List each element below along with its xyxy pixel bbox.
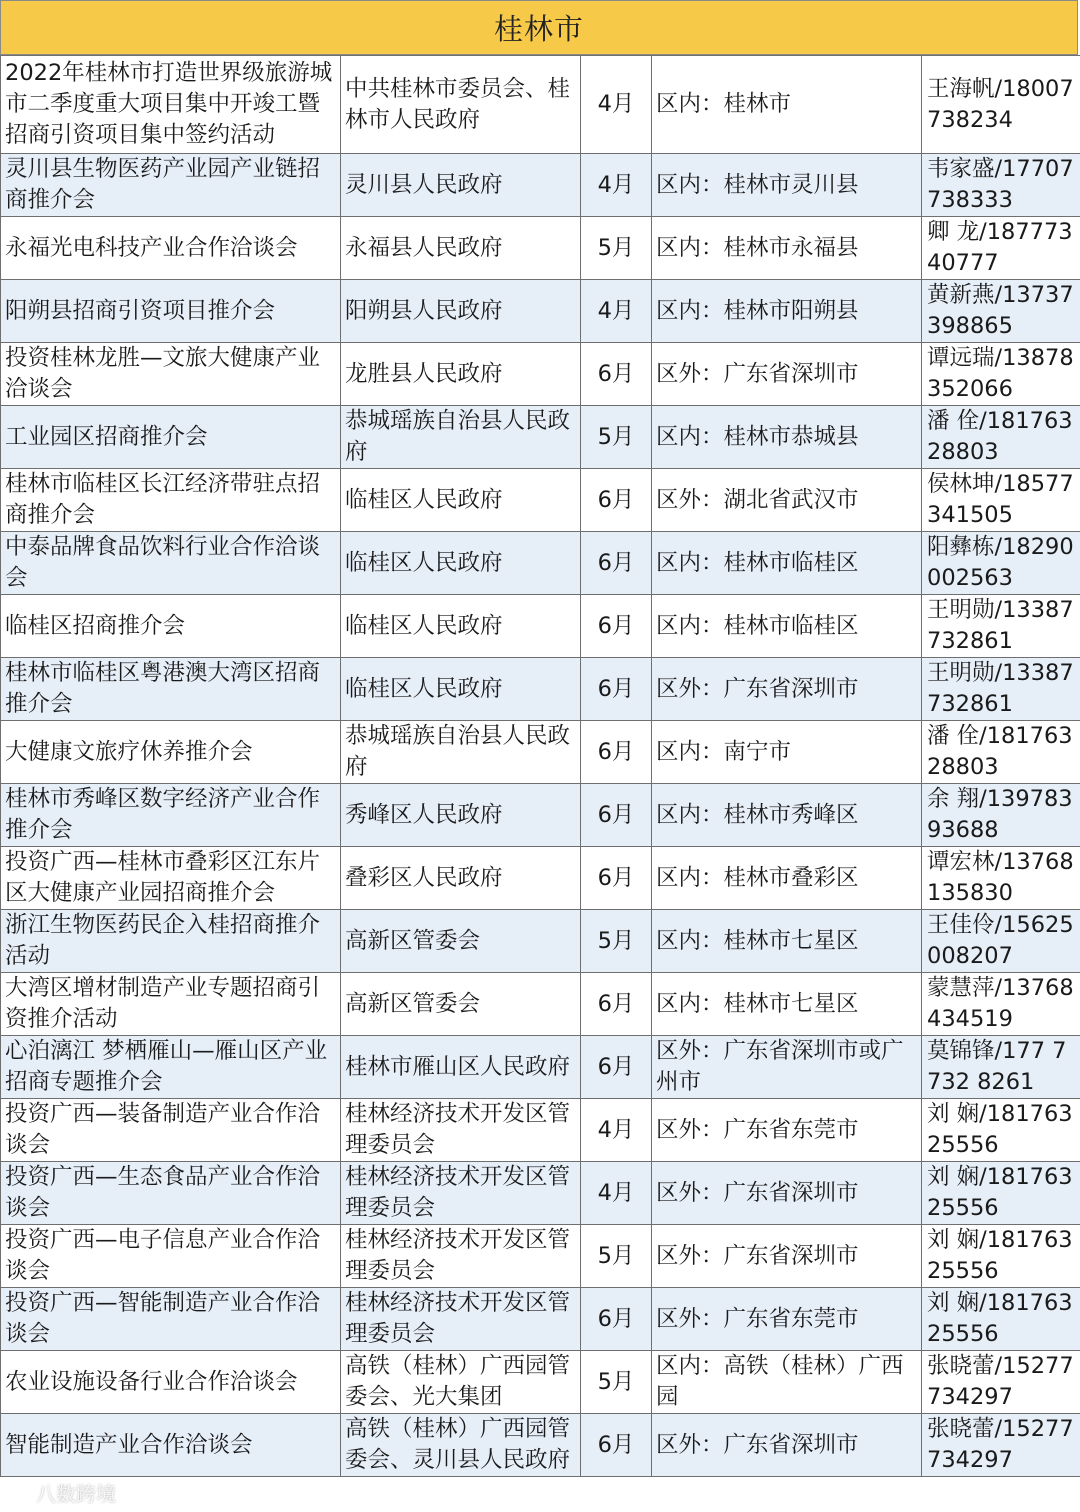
month-cell: 4月 xyxy=(581,56,652,154)
location-cell: 区内：桂林市阳朔县 xyxy=(652,280,922,343)
contact-cell: 卿 龙/18777340777 xyxy=(922,217,1080,280)
contact-cell: 王明勋/13387732861 xyxy=(922,595,1080,658)
contact-cell: 阳彝栋/18290002563 xyxy=(922,532,1080,595)
organizer-cell: 桂林经济技术开发区管理委员会 xyxy=(341,1099,581,1162)
contact-cell: 谭宏林/13768135830 xyxy=(922,847,1080,910)
organizer-cell: 永福县人民政府 xyxy=(341,217,581,280)
contact-cell: 刘 娴/18176325556 xyxy=(922,1162,1080,1225)
project-cell: 心泊漓江 梦栖雁山—雁山区产业招商专题推介会 xyxy=(1,1036,341,1099)
table-row xyxy=(1,784,1080,847)
month-cell: 5月 xyxy=(581,910,652,973)
contact-cell: 潘 佺/18176328803 xyxy=(922,406,1080,469)
location-cell: 区内：高铁（桂林）广西园 xyxy=(652,1351,922,1414)
project-cell: 临桂区招商推介会 xyxy=(1,595,341,658)
project-cell: 投资广西—智能制造产业合作洽谈会 xyxy=(1,1288,341,1351)
contact-cell: 莫锦锋/177 7732 8261 xyxy=(922,1036,1080,1099)
month-cell: 6月 xyxy=(581,469,652,532)
organizer-cell: 恭城瑶族自治县人民政府 xyxy=(341,406,581,469)
table-row xyxy=(1,406,1080,469)
month-cell: 6月 xyxy=(581,595,652,658)
month-cell: 6月 xyxy=(581,343,652,406)
project-cell: 桂林市秀峰区数字经济产业合作推介会 xyxy=(1,784,341,847)
location-cell: 区内：桂林市临桂区 xyxy=(652,595,922,658)
organizer-cell: 阳朔县人民政府 xyxy=(341,280,581,343)
organizer-cell: 桂林市雁山区人民政府 xyxy=(341,1036,581,1099)
table-row xyxy=(1,280,1080,343)
location-cell: 区内：南宁市 xyxy=(652,721,922,784)
organizer-cell: 秀峰区人民政府 xyxy=(341,784,581,847)
project-cell: 工业园区招商推介会 xyxy=(1,406,341,469)
organizer-cell: 灵川县人民政府 xyxy=(341,154,581,217)
watermark xyxy=(10,1478,116,1507)
month-cell: 6月 xyxy=(581,1036,652,1099)
organizer-cell: 叠彩区人民政府 xyxy=(341,847,581,910)
project-cell: 浙江生物医药民企入桂招商推介活动 xyxy=(1,910,341,973)
organizer-cell: 桂林经济技术开发区管理委员会 xyxy=(341,1288,581,1351)
project-cell: 大健康文旅疗休养推介会 xyxy=(1,721,341,784)
location-cell: 区内：桂林市临桂区 xyxy=(652,532,922,595)
organizer-cell: 临桂区人民政府 xyxy=(341,595,581,658)
organizer-cell: 高铁（桂林）广西园管委会、光大集团 xyxy=(341,1351,581,1414)
table-row xyxy=(1,595,1080,658)
organizer-cell: 临桂区人民政府 xyxy=(341,658,581,721)
location-cell: 区内：桂林市秀峰区 xyxy=(652,784,922,847)
location-cell: 区外：广东省东莞市 xyxy=(652,1099,922,1162)
table-row xyxy=(1,1288,1080,1351)
contact-cell: 刘 娴/18176325556 xyxy=(922,1099,1080,1162)
contact-cell: 王佳伶/15625008207 xyxy=(922,910,1080,973)
location-cell: 区外：广东省深圳市或广州市 xyxy=(652,1036,922,1099)
organizer-cell: 临桂区人民政府 xyxy=(341,469,581,532)
location-cell: 区外：广东省深圳市 xyxy=(652,658,922,721)
month-cell: 4月 xyxy=(581,1099,652,1162)
month-cell: 5月 xyxy=(581,217,652,280)
organizer-cell: 龙胜县人民政府 xyxy=(341,343,581,406)
project-cell: 阳朔县招商引资项目推介会 xyxy=(1,280,341,343)
month-cell: 6月 xyxy=(581,1288,652,1351)
organizer-cell: 临桂区人民政府 xyxy=(341,532,581,595)
month-cell: 5月 xyxy=(581,1225,652,1288)
events-table xyxy=(0,55,1080,1477)
project-cell: 中泰品牌食品饮料行业合作洽谈会 xyxy=(1,532,341,595)
organizer-cell: 恭城瑶族自治县人民政府 xyxy=(341,721,581,784)
month-cell: 4月 xyxy=(581,280,652,343)
month-cell: 4月 xyxy=(581,154,652,217)
contact-cell: 张晓蕾/15277734297 xyxy=(922,1414,1080,1477)
contact-cell: 蒙慧萍/13768434519 xyxy=(922,973,1080,1036)
project-cell: 桂林市临桂区长江经济带驻点招商推介会 xyxy=(1,469,341,532)
project-cell: 灵川县生物医药产业园产业链招商推介会 xyxy=(1,154,341,217)
contact-cell: 余 翔/13978393688 xyxy=(922,784,1080,847)
table-row xyxy=(1,973,1080,1036)
events-table-body xyxy=(1,56,1080,1477)
organizer-cell: 高新区管委会 xyxy=(341,910,581,973)
contact-cell: 王海帆/18007738234 xyxy=(922,56,1080,154)
project-cell: 桂林市临桂区粤港澳大湾区招商推介会 xyxy=(1,658,341,721)
location-cell: 区内：桂林市灵川县 xyxy=(652,154,922,217)
contact-cell: 谭远瑞/13878352066 xyxy=(922,343,1080,406)
location-cell: 区外：广东省深圳市 xyxy=(652,1225,922,1288)
project-cell: 2022年桂林市打造世界级旅游城市二季度重大项目集中开竣工暨招商引资项目集中签约活动 xyxy=(1,56,341,154)
location-cell: 区内：桂林市叠彩区 xyxy=(652,847,922,910)
location-cell: 区内：桂林市永福县 xyxy=(652,217,922,280)
contact-cell: 张晓蕾/15277734297 xyxy=(922,1351,1080,1414)
organizer-cell: 中共桂林市委员会、桂林市人民政府 xyxy=(341,56,581,154)
table-row xyxy=(1,1351,1080,1414)
watermark-logo-icon xyxy=(10,1486,30,1506)
project-cell: 投资广西—桂林市叠彩区江东片区大健康产业园招商推介会 xyxy=(1,847,341,910)
watermark-text: 八数跨境 xyxy=(36,1482,116,1506)
table-row xyxy=(1,1099,1080,1162)
table-row xyxy=(1,1414,1080,1477)
month-cell: 6月 xyxy=(581,973,652,1036)
table-row xyxy=(1,217,1080,280)
project-cell: 投资广西—生态食品产业合作洽谈会 xyxy=(1,1162,341,1225)
contact-cell: 王明勋/13387732861 xyxy=(922,658,1080,721)
location-cell: 区内：桂林市 xyxy=(652,56,922,154)
location-cell: 区外：广东省深圳市 xyxy=(652,343,922,406)
table-row xyxy=(1,910,1080,973)
organizer-cell: 桂林经济技术开发区管理委员会 xyxy=(341,1162,581,1225)
contact-cell: 刘 娴/18176325556 xyxy=(922,1288,1080,1351)
month-cell: 6月 xyxy=(581,532,652,595)
location-cell: 区内：桂林市七星区 xyxy=(652,910,922,973)
table-row xyxy=(1,154,1080,217)
table-row xyxy=(1,847,1080,910)
project-cell: 智能制造产业合作洽谈会 xyxy=(1,1414,341,1477)
table-row xyxy=(1,469,1080,532)
project-cell: 投资广西—装备制造产业合作洽谈会 xyxy=(1,1099,341,1162)
month-cell: 6月 xyxy=(581,784,652,847)
project-cell: 农业设施设备行业合作洽谈会 xyxy=(1,1351,341,1414)
location-cell: 区外：广东省深圳市 xyxy=(652,1162,922,1225)
table-row xyxy=(1,1162,1080,1225)
month-cell: 4月 xyxy=(581,1162,652,1225)
month-cell: 5月 xyxy=(581,1351,652,1414)
table-row xyxy=(1,532,1080,595)
location-cell: 区内：桂林市七星区 xyxy=(652,973,922,1036)
organizer-cell: 桂林经济技术开发区管理委员会 xyxy=(341,1225,581,1288)
project-cell: 大湾区增材制造产业专题招商引资推介活动 xyxy=(1,973,341,1036)
contact-cell: 刘 娴/18176325556 xyxy=(922,1225,1080,1288)
month-cell: 5月 xyxy=(581,406,652,469)
table-row xyxy=(1,1225,1080,1288)
contact-cell: 潘 佺/18176328803 xyxy=(922,721,1080,784)
month-cell: 6月 xyxy=(581,721,652,784)
project-cell: 投资桂林龙胜—文旅大健康产业洽谈会 xyxy=(1,343,341,406)
contact-cell: 黄新燕/13737398865 xyxy=(922,280,1080,343)
contact-cell: 侯林坤/18577341505 xyxy=(922,469,1080,532)
project-cell: 投资广西—电子信息产业合作洽谈会 xyxy=(1,1225,341,1288)
location-cell: 区内：桂林市恭城县 xyxy=(652,406,922,469)
table-row xyxy=(1,343,1080,406)
location-cell: 区外：广东省深圳市 xyxy=(652,1414,922,1477)
organizer-cell: 高新区管委会 xyxy=(341,973,581,1036)
table-row xyxy=(1,721,1080,784)
table-row xyxy=(1,658,1080,721)
city-title: 桂林市 xyxy=(0,0,1078,55)
month-cell: 6月 xyxy=(581,847,652,910)
contact-cell: 韦家盛/17707738333 xyxy=(922,154,1080,217)
month-cell: 6月 xyxy=(581,1414,652,1477)
location-cell: 区外：湖北省武汉市 xyxy=(652,469,922,532)
month-cell: 6月 xyxy=(581,658,652,721)
location-cell: 区外：广东省东莞市 xyxy=(652,1288,922,1351)
table-row xyxy=(1,1036,1080,1099)
table-row xyxy=(1,56,1080,154)
project-cell: 永福光电科技产业合作洽谈会 xyxy=(1,217,341,280)
organizer-cell: 高铁（桂林）广西园管委会、灵川县人民政府 xyxy=(341,1414,581,1477)
